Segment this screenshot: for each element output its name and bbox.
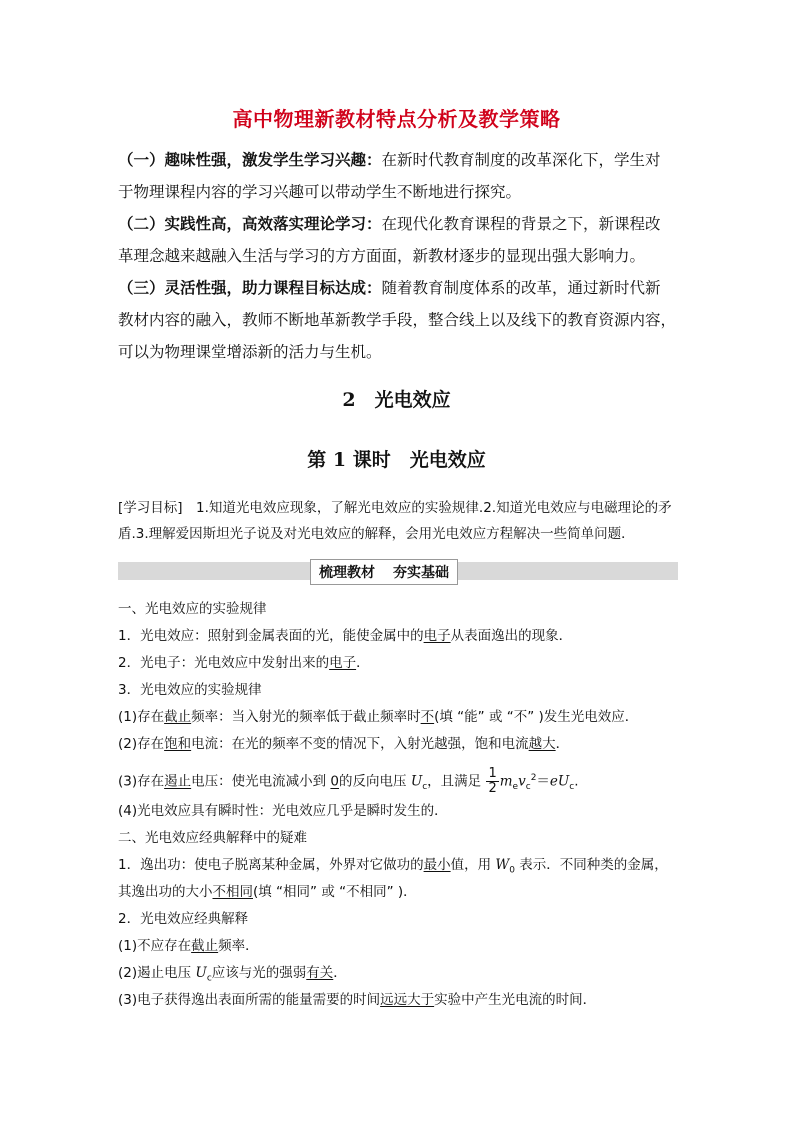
text: 1．光电效应：照射到金属表面的光，能使金属中的 — [118, 628, 424, 644]
answer-blank: 截止 — [191, 938, 219, 954]
subscript: 0 — [509, 865, 516, 876]
text: 实验中产生光电流的时间． — [434, 992, 597, 1008]
text: ． — [555, 736, 570, 752]
learning-goals-line-2: 盾.3.理解爱因斯坦光子说及对光电效应的解释，会用光电效应方程解决一些简单问题． — [118, 526, 635, 542]
text: 频率：当入射光的频率低于截止频率时 — [191, 709, 421, 725]
subscript: c — [525, 782, 531, 793]
section-banner — [310, 559, 458, 585]
answer-blank: 不 — [420, 709, 435, 725]
answer-blank: 0 — [330, 773, 340, 790]
text: (2)存在 — [118, 736, 165, 752]
text: (1)存在 — [118, 709, 165, 725]
learning-goals — [118, 495, 680, 547]
text: 的反向电压 — [339, 773, 411, 790]
rule-instantaneous: (4)光电效应具有瞬时性：光电效应几乎是瞬时发生的． — [118, 803, 448, 819]
symbol-m: m — [499, 773, 513, 790]
subscript: c — [569, 782, 575, 793]
answer-blank: 截止 — [164, 709, 192, 725]
heading-experimental-rules: 一、光电效应的实验规律 — [118, 601, 267, 617]
item-photoelectron — [118, 650, 680, 677]
numerator: 1 — [488, 766, 497, 781]
text: . — [574, 773, 579, 790]
equals-sign: ＝ — [536, 773, 550, 790]
symbol-u: U — [410, 773, 423, 790]
text: 从表面逸出的现象． — [450, 628, 573, 644]
symbol-u: U — [195, 965, 207, 981]
text: (2)遏止电压 — [118, 965, 196, 981]
banner-label-left: 梳理教材 — [319, 565, 375, 581]
intro-1-heading: （一）趣味性强，激发学生学习兴趣： — [118, 150, 382, 169]
answer-blank: 电子 — [329, 655, 357, 671]
intro-paragraph-2 — [118, 208, 680, 272]
document-title: 高中物理新教材特点分析及教学策略 — [232, 107, 561, 131]
intro-3-line-3: 可以为物理课堂增添新的活力与生机。 — [118, 343, 382, 361]
item-work-function — [118, 852, 680, 879]
superscript: 2 — [530, 773, 537, 783]
intro-paragraph-1 — [118, 144, 680, 208]
symbol-v: v — [518, 773, 526, 790]
answer-blank: 远远大于 — [380, 992, 435, 1008]
text: 1．逸出功：使电子脱离某种金属，外界对它做功的 — [118, 857, 424, 873]
text: (3)存在 — [118, 773, 165, 790]
intro-3-line-2: 教材内容的融入，教师不断地革新教学手段，整合线上以及线下的教育资源内容， — [118, 311, 677, 329]
item-work-function-cont — [118, 879, 680, 906]
lesson-body — [118, 596, 680, 1014]
subscript: c — [206, 973, 212, 984]
answer-blank: 有关 — [306, 965, 334, 981]
intro-paragraph-3 — [118, 272, 680, 368]
lesson-title: 第 1 课时 光电效应 — [307, 449, 486, 471]
intro-3-line-1: 随着教育制度体系的改革，通过新时代新 — [381, 279, 661, 297]
rule-saturation-current — [118, 731, 680, 758]
rule-cutoff-frequency — [118, 704, 680, 731]
symbol-eu: eU — [549, 773, 570, 790]
text: (填 “能” 或 “不” )发生光电效应． — [434, 709, 639, 725]
rule-stopping-voltage — [118, 758, 680, 798]
intro-1-line-2: 于物理课程内容的学习兴趣可以带动学生不断地进行探究。 — [118, 183, 522, 201]
intro-2-line-1: 在现代化教育课程的背景之下，新课程改 — [381, 215, 661, 233]
answer-blank: 遏止 — [164, 773, 192, 790]
intro-2-heading: （二）实践性高，高效落实理论学习： — [118, 214, 382, 233]
text: 值，用 — [450, 857, 496, 873]
subscript: c — [422, 782, 428, 793]
text: (3)电子获得逸出表面所需的能量需要的时间 — [118, 992, 381, 1008]
text: 其逸出功的大小 — [118, 884, 213, 900]
learning-goals-line-1: [学习目标] 1.知道光电效应现象，了解光电效应的实验规律.2.知道光电效应与电磁理论的矛 — [118, 500, 672, 516]
subscript: e — [512, 782, 519, 793]
symbol-w: W — [495, 857, 510, 873]
classical-point-1 — [118, 933, 680, 960]
text: 频率． — [218, 938, 259, 954]
text: ． — [333, 965, 347, 981]
item-classical-explanation: 2．光电效应经典解释 — [118, 911, 249, 927]
text: (填 “相同” 或 “不相同” )． — [253, 884, 417, 900]
answer-blank: 饱和 — [164, 736, 192, 752]
section-title: 2 光电效应 — [342, 389, 451, 411]
text: 电流：在光的频率不变的情况下，入射光越强，饱和电流 — [191, 736, 529, 752]
intro-3-heading: （三）灵活性强，助力课程目标达成： — [118, 278, 382, 297]
answer-blank: 最小 — [423, 857, 451, 873]
text: 表示．不同种类的金属， — [515, 857, 668, 873]
text: (1)不应存在 — [118, 938, 192, 954]
text: ． — [356, 655, 370, 671]
intro-2-line-2: 革理念越来越融入生活与学习的方方面面，新教材逐步的显现出强大影响力。 — [118, 247, 646, 265]
banner-label-right: 夯实基础 — [393, 565, 449, 581]
answer-blank: 越大 — [528, 736, 556, 752]
denominator: 2 — [488, 781, 497, 796]
answer-blank: 电子 — [423, 628, 451, 644]
text: 应该与光的强弱 — [211, 965, 307, 981]
answer-blank: 不相同 — [212, 884, 253, 900]
classical-point-2 — [118, 960, 680, 987]
intro-1-line-1: 在新时代教育制度的改革深化下，学生对 — [381, 151, 661, 169]
item-photoelectric-effect — [118, 623, 680, 650]
classical-point-3 — [118, 987, 680, 1014]
text: ，且满足 — [427, 773, 482, 790]
heading-classical-difficulties: 二、光电效应经典解释中的疑难 — [118, 830, 307, 846]
fraction-one-half — [486, 767, 498, 796]
item-experimental-rules: 3．光电效应的实验规律 — [118, 682, 262, 698]
text: 电压：使光电流减小到 — [191, 773, 331, 790]
text: 2．光电子：光电效应中发射出来的 — [118, 655, 330, 671]
